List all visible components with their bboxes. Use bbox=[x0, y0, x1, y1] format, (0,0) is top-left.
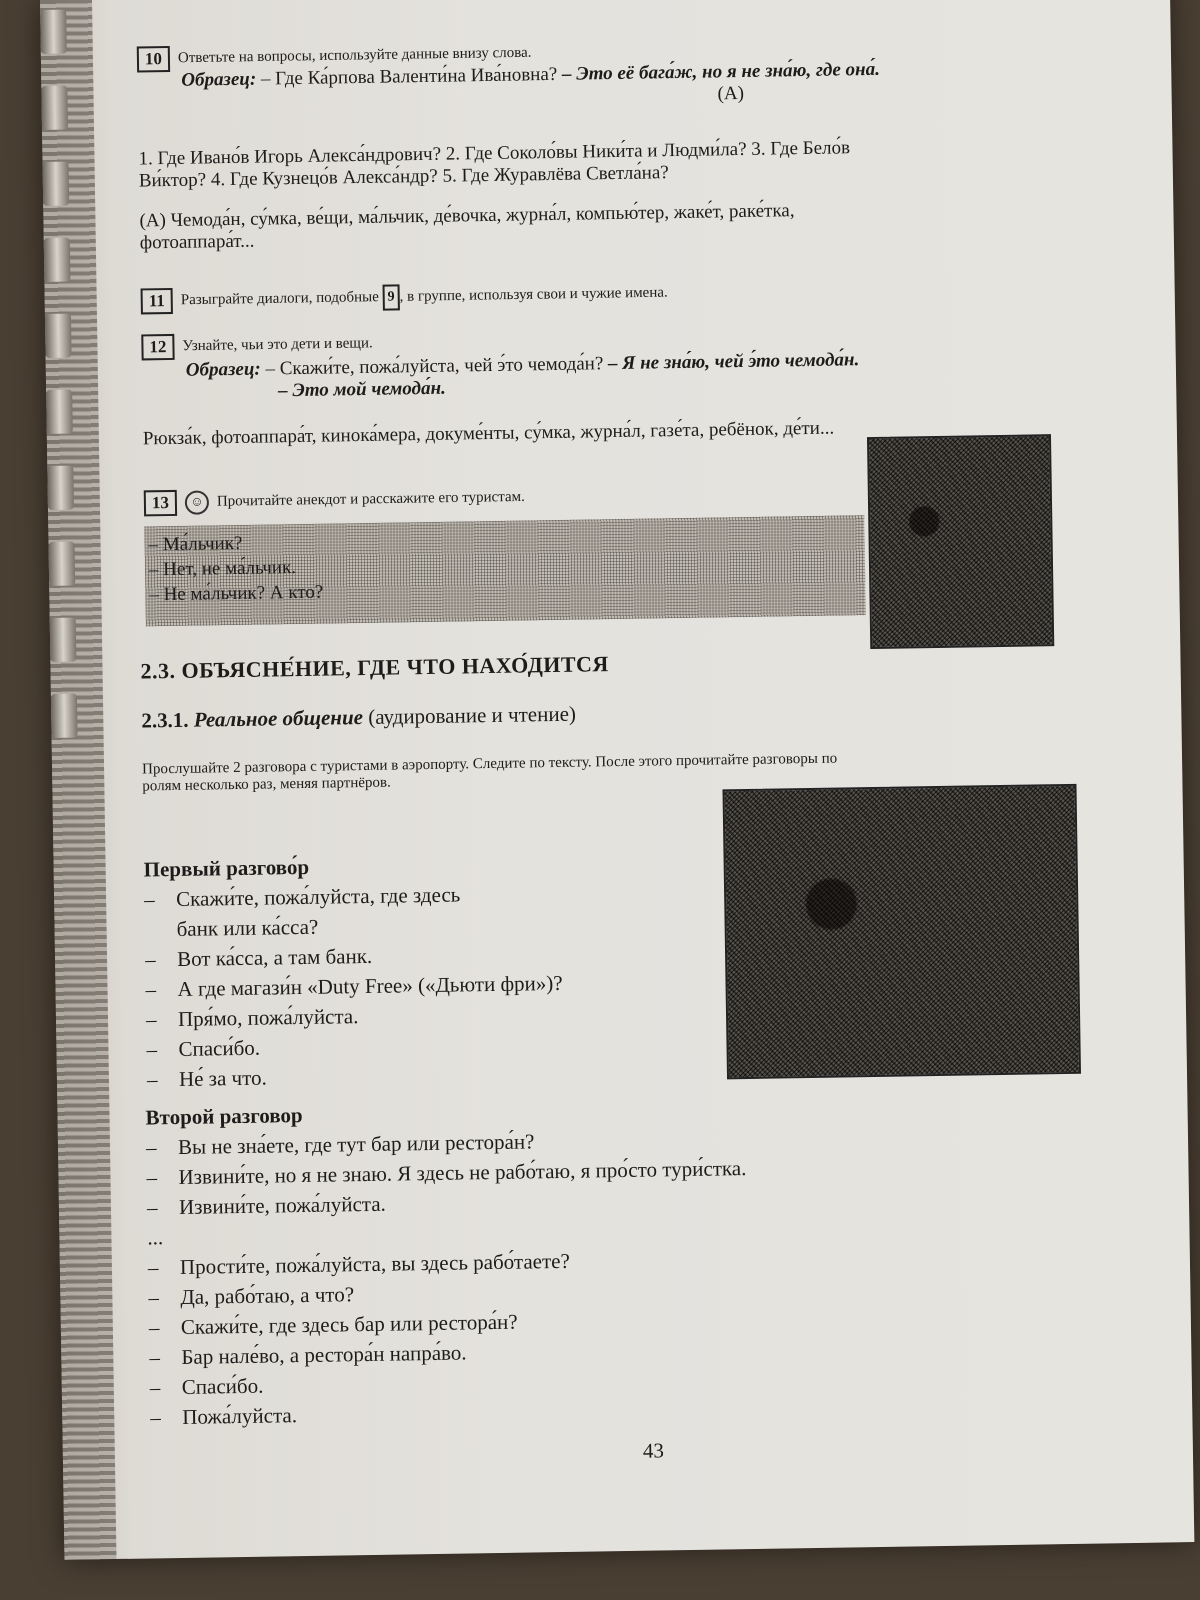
section-title: 2.3. ОБЪЯСНЕ́НИЕ, ГДЕ ЧТО НАХО́ДИТСЯ bbox=[140, 651, 609, 684]
dash: – bbox=[149, 1345, 161, 1370]
dialog-line: Извини́те, но я не знаю. Я здесь не рабо́таю, я про́сто тури́стка. bbox=[178, 1156, 747, 1189]
exercise-number: 12 bbox=[141, 334, 174, 361]
dialog-line: банк или ка́сса? bbox=[176, 914, 319, 941]
questions-line-1: 1. Где Ивано́в Игорь Алекса́ндрович? 2. Где Соколо́вы Ники́та и Людми́ла? 3. Где Бело́в bbox=[138, 137, 851, 170]
dialog-line: Спаси́бо. bbox=[181, 1373, 264, 1399]
joke-line: – Не ма́льчик? А кто? bbox=[149, 581, 324, 606]
dash: – bbox=[147, 1255, 159, 1280]
joke-line: – Ма́льчик? bbox=[148, 532, 243, 556]
first-conversation bbox=[143, 848, 564, 1095]
dash: – bbox=[145, 1007, 157, 1032]
words-line-2: фотоаппара́т... bbox=[139, 230, 255, 254]
joke-text bbox=[148, 530, 323, 608]
conversation-title: Второй разговор bbox=[145, 1103, 303, 1130]
smile-icon: ☺ bbox=[185, 490, 209, 514]
dialog-line: Извини́те, пожа́луйста. bbox=[178, 1191, 387, 1219]
subsection-number: 2.3.1. bbox=[141, 707, 189, 733]
exercise-11 bbox=[141, 280, 668, 314]
dash: – bbox=[150, 1405, 161, 1430]
dash: – bbox=[144, 947, 156, 972]
questions-line-2: Ви́ктор? 4. Где Кузнецо́в Алекса́ндр? 5. Где Журавлёва Светла́на? bbox=[138, 162, 669, 192]
dash: – bbox=[145, 977, 157, 1002]
sample-answer-2: – Это мой чемода́н. bbox=[278, 377, 446, 402]
dash: – bbox=[143, 887, 155, 912]
exercise-instruction: Узнайте, чьи это дети и вещи. bbox=[182, 335, 373, 355]
second-conversation bbox=[145, 1093, 750, 1432]
sample-label: Образец: bbox=[185, 358, 261, 381]
sample-label: Образец: bbox=[181, 68, 257, 91]
exercise-number: 11 bbox=[141, 288, 173, 315]
exercise-10 bbox=[137, 33, 1020, 255]
dialog-line: Спаси́бо. bbox=[178, 1035, 261, 1061]
exercise-instruction: Разыграйте диалоги, подобные bbox=[180, 289, 379, 309]
exercise-12 bbox=[141, 321, 1023, 451]
textbook-page bbox=[40, 0, 1194, 1560]
words-line: Рюкза́к, фотоаппара́т, кинока́мера, докуме́нты, су́мка, журна́л, газе́та, ребёнок, де́ти... bbox=[142, 417, 835, 450]
intro-line-2: ролям несколько раз, меняя партнёров. bbox=[142, 774, 391, 795]
ellipsis: ... bbox=[147, 1225, 164, 1250]
joke-line: – Нет, не ма́льчик. bbox=[148, 557, 297, 581]
dialog-line: Не́ за что. bbox=[178, 1065, 267, 1091]
exercise-number: 13 bbox=[144, 490, 177, 517]
exercise-number: 10 bbox=[137, 46, 170, 73]
exercise-instruction-rest: , в группе, используя свои и чужие имена. bbox=[399, 284, 668, 305]
dialog-line: Скажи́те, где здесь бар или рестора́н? bbox=[180, 1309, 518, 1339]
sample-ref: (A) bbox=[717, 82, 745, 105]
dash: – bbox=[148, 1315, 160, 1340]
dialog-line: Да, рабо́таю, а что? bbox=[180, 1282, 355, 1309]
exercise-instruction: Ответьте на вопросы, используйте данные внизу слова. bbox=[177, 44, 532, 67]
dash: – bbox=[146, 1037, 158, 1062]
page-number: 43 bbox=[642, 1438, 665, 1463]
dash: – bbox=[148, 1285, 160, 1310]
dialog-line: Прости́те, пожа́луйста, вы здесь рабо́таете? bbox=[179, 1248, 570, 1279]
dash: – bbox=[146, 1165, 158, 1190]
exercise-ref-box: 9 bbox=[382, 284, 399, 310]
photo-airport bbox=[722, 784, 1081, 1080]
dialog-line: Бар нале́во, а рестора́н напра́во. bbox=[181, 1340, 467, 1369]
sample-question: – Где Ка́рпова Валенти́на Ива́новна? bbox=[260, 63, 558, 90]
dash: – bbox=[149, 1375, 161, 1400]
dash: – bbox=[146, 1195, 158, 1220]
conversation-title: Первый разгово́р bbox=[143, 854, 310, 882]
dialog-line: Вы не зна́ете, где тут бар или рестора́н? bbox=[177, 1129, 535, 1159]
words-line-1: (А) Чемода́н, су́мка, ве́щи, ма́льчик, де́вочка, журна́л, компью́тер, жаке́т, раке́тка, bbox=[139, 200, 795, 232]
intro-line-1: Прослушайте 2 разговора с туристами в аэропорту. Следите по тексту. После этого прочитайте разговоры по bbox=[141, 750, 838, 778]
dialog-line: Пря́мо, пожа́луйста. bbox=[177, 1004, 359, 1031]
dash: – bbox=[145, 1135, 157, 1160]
subsection-title: Реальное общение bbox=[193, 705, 364, 732]
dialog-line: Пожа́луйста. bbox=[182, 1403, 298, 1429]
dialog-line: А где магази́н «Duty Free» («Дьюти фри»)? bbox=[177, 970, 563, 1001]
section-2-3 bbox=[140, 648, 837, 796]
sample-answer: – Я не зна́ю, чей э́то чемода́н. bbox=[607, 349, 860, 375]
subsection-note: (аудирование и чтение) bbox=[368, 701, 577, 729]
exercise-instruction: Прочитайте анекдот и расскажите его туристам. bbox=[216, 488, 525, 510]
dialog-line: Вот ка́сса, а там банк. bbox=[176, 943, 373, 971]
sample-question: – Скажи́те, пожа́луйста, чей э́то чемода́н? bbox=[265, 353, 604, 380]
sample-answer: – Это её бага́ж, но я не зна́ю, где она́. bbox=[561, 58, 881, 85]
dash: – bbox=[146, 1067, 158, 1092]
exercise-13 bbox=[144, 484, 525, 516]
photo-boy bbox=[867, 434, 1054, 649]
dialog-line: Скажи́те, пожа́луйста, где здесь bbox=[175, 882, 461, 911]
